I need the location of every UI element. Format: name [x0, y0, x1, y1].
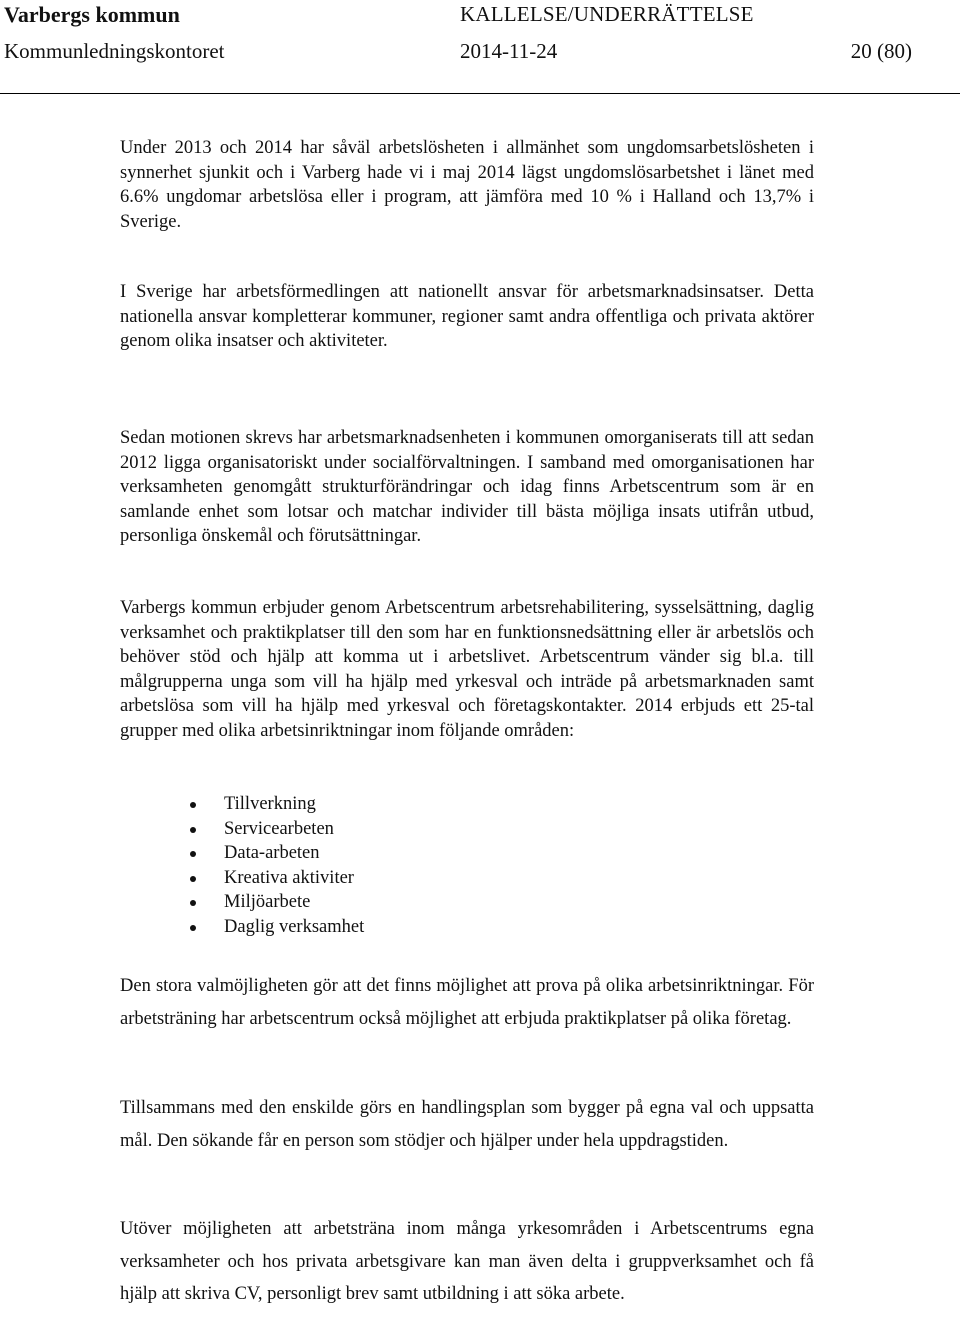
paragraph-2-block [120, 280, 814, 354]
header-row-1 [0, 2, 960, 32]
list-item-label: Daglig verksamhet [224, 916, 365, 937]
bullet-icon [190, 827, 196, 833]
paragraph-action-plan: Tillsammans med den enskilde görs en handlingsplan som bygger på egna val och uppsatta mål. Den sökande får en person som stödjer och hjälper under hela uppdragstiden. [120, 1098, 814, 1151]
bullet-icon [190, 925, 196, 931]
bullet-icon [190, 876, 196, 882]
list-item-label: Tillverkning [224, 794, 316, 814]
paragraph-6-block [120, 1092, 814, 1157]
list-item-label: Kreativa aktiviter [224, 867, 354, 888]
paragraph-4-block [120, 596, 814, 743]
paragraph-group-activities: Utöver möjligheten att arbetsträna inom många yrkesområden i Arbetscentrums egna verksamheter och hos privata arbetsgivare kan man även delta i gruppverksamhet och få hjälp att skriva CV, personligt brev samt utbildning i att söka arbete. [120, 1219, 814, 1304]
paragraph-national-responsibility: I Sverige har arbetsförmedlingen att nationellt ansvar för arbetsmarknadsinsatser. Detta nationella ansvar kompletterar kommuner, regioner samt andra offentliga och privata aktörer genom olika insatser och aktiviteter. [120, 282, 814, 351]
header-row-2 [0, 39, 960, 69]
list-item-label: Miljöarbete [224, 892, 311, 912]
paragraph-5-block [120, 970, 814, 1035]
bullet-icon [190, 900, 196, 906]
paragraph-arbetscentrum-offer: Varbergs kommun erbjuder genom Arbetscentrum arbetsrehabilitering, sysselsättning, daglig verksamhet och praktikplatser till den som har en funktionsnedsättning eller är arbetslös och behöver stöd och hjälp att komma ut i arbetslivet. Arbetscentrum vänder sig bl.a. till målgrupperna unga som vill ha hjälp med yrkesval och inträde på arbetsmarknaden samt arbetslösa som vill ha hjälp med yrkesval och företagskontakter. 2014 erbjuds ett 25-tal grupper med olika arbetsinriktningar inom följande områden: [120, 598, 814, 741]
list-item [190, 792, 364, 817]
paragraph-reorganization: Sedan motionen skrevs har arbetsmarknadsenheten i kommunen omorganiserats till att sedan 2012 ligga organisatoriskt under socialförvaltningen. I samband med omorganisationen har verksamheten genomgått strukturförändringar och idag finns Arbetscentrum som är en samlande enhet som lotsar och matchar individer till bästa möjliga insats utifrån utbud, personliga önskemål och förutsättningar. [120, 428, 814, 546]
list-item [190, 817, 364, 842]
list-item [190, 841, 364, 866]
paragraph-unemployment-stats: Under 2013 och 2014 har såväl arbetslösheten i allmänhet som ungdomsarbetslösheten i synnerhet sjunkit och i Varberg hade vi i maj 2014 lägst ungdomslösarbetshet i länet med 6.6% ungdomar arbetslösa eller i program, att jämföra med 10 % i Halland och 13,7% i Sverige. [120, 138, 814, 232]
document-type: KALLELSE/UNDERRÄTTELSE [460, 2, 754, 26]
paragraph-choice-options: Den stora valmöjligheten gör att det finns möjlighet att prova på olika arbetsinriktningar. För arbetsträning har arbetscentrum också möjlighet att erbjuda praktikplatser på olika företag. [120, 976, 814, 1029]
paragraph-1-block [120, 136, 814, 234]
list-item-label: Servicearbeten [224, 818, 334, 839]
paragraph-7-block [120, 1213, 814, 1311]
list-item [190, 890, 364, 915]
page-number: 20 (80) [850, 39, 912, 63]
list-item [190, 866, 364, 891]
bullet-icon [190, 851, 196, 857]
paragraph-3-block [120, 426, 814, 549]
list-item-label: Data-arbeten [224, 843, 320, 863]
organization-name: Varbergs kommun [4, 2, 180, 27]
work-areas-list [190, 792, 364, 939]
department-name: Kommunledningskontoret [4, 39, 225, 63]
document-date: 2014-11-24 [460, 39, 558, 63]
list-item [190, 915, 364, 940]
header-divider [0, 93, 960, 94]
bullet-icon [190, 802, 196, 808]
